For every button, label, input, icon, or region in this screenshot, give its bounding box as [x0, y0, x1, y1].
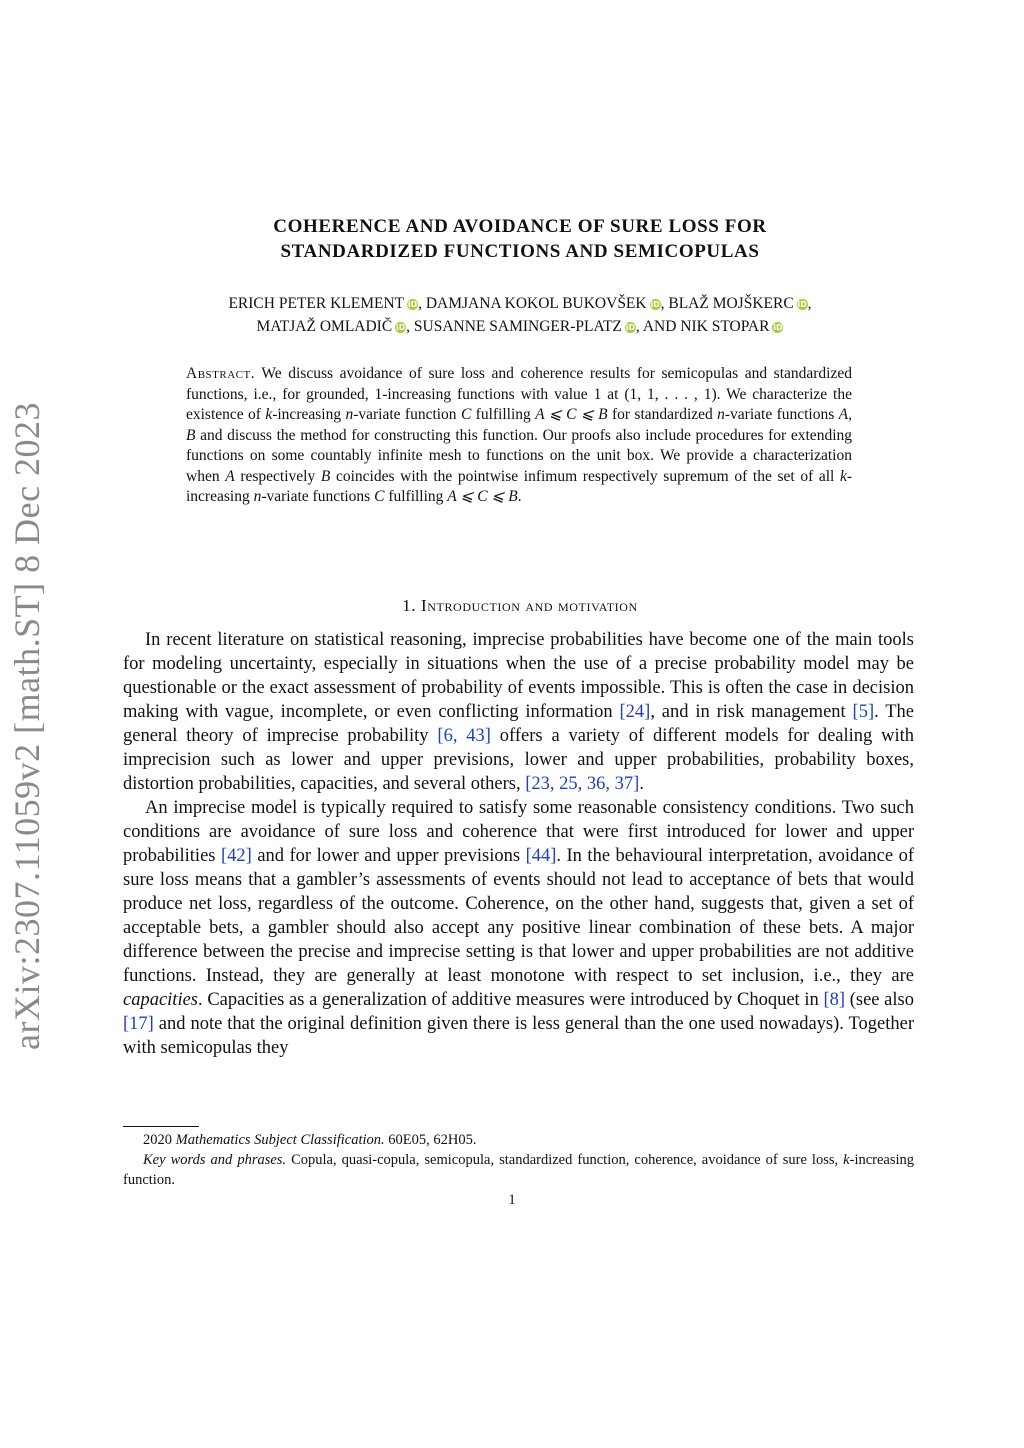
orcid-icon[interactable]: iD — [773, 323, 783, 332]
citation-link[interactable]: [5] — [852, 702, 875, 722]
abstract-text: and discuss the method for constructing this function. Our proofs also include procedures for extending functions on some countably infinite mesh to functions on the unit box. We provide a characterization when — [186, 426, 852, 485]
citation-link[interactable]: [42] — [220, 846, 252, 866]
paragraph-text: offers a variety of different models for dealing with imprecision such as lower and upper previsions, lower and upper probabilities, probability boxes, distortion probabilities, capacities, and several others, — [123, 726, 915, 794]
abstract-text: -increasing — [186, 467, 853, 505]
author-name: MATJAŽ OMLADIČ — [256, 318, 393, 335]
author-list — [120, 292, 920, 338]
author-name: DAMJANA KOKOL BUKOVŠEK — [425, 295, 647, 312]
emphasis-term: capacities — [123, 990, 199, 1010]
orcid-icon[interactable]: iD — [650, 300, 660, 309]
page-number: 1 — [508, 1192, 516, 1208]
orcid-icon[interactable]: iD — [407, 300, 418, 309]
citation-link[interactable]: [8] — [823, 990, 846, 1010]
footnote-keywords — [123, 1150, 914, 1190]
author-name: SUSANNE SAMINGER-PLATZ — [413, 318, 622, 335]
math-var: C — [374, 488, 385, 505]
math-var: n — [345, 406, 354, 423]
footnote-text: 2020 — [143, 1132, 172, 1148]
paragraph-text: . Capacities as a generalization of additive measures were introduced by Choquet in — [198, 990, 819, 1010]
orcid-icon[interactable]: iD — [797, 300, 807, 309]
math-var: n — [717, 406, 725, 423]
footnotes — [123, 1130, 914, 1190]
abstract-text: -variate functions — [261, 488, 371, 505]
abstract-text: -variate functions — [724, 406, 835, 423]
math-var: A, B — [186, 406, 852, 444]
footnote-label: Mathematics Subject Classification. — [175, 1132, 385, 1148]
paragraph-text: In recent literature on statistical reasoning, imprecise probabilities have become one of the main tools for modeling uncertainty, especially in situations when the use of a precise probability model may be questionable or the exact assessment of probability of events impossible. This is often the case in decision making with vague, incomplete, or even conflicting information — [123, 630, 914, 722]
authors-line-1: ERICH PETER KLEMENT iD, DAMJANA KOKOL BUKOVŠEK iD, BLAŽ MOJŠKERC iD, — [228, 295, 812, 312]
author-name: ERICH PETER KLEMENT — [228, 295, 405, 312]
citation-link[interactable]: [17] — [123, 1014, 154, 1034]
abstract-text: . — [517, 488, 522, 505]
abstract-heading: Abstract. — [186, 365, 256, 382]
paragraph-text: . In the behavioural interpretation, avoidance of sure loss means that a gambler’s assessments of events should not lead to acceptance of bets that would produce net loss, regardless of the outcome. Coherence, on the other hand, suggests that, given a set of acceptable bets, a gambler should also accept any positive linear combination of these bets. A major difference between the precise and imprecise setting is that lower and upper probabilities are not additive functions. Instead, they are generally at least monotone with respect to set inclusion, i.e., they are — [123, 846, 915, 986]
math-var: k — [840, 467, 847, 485]
orcid-icon[interactable]: iD — [625, 323, 636, 332]
abstract-text: fulfilling — [475, 406, 531, 423]
paragraph-text: . The general theory of imprecise probability — [123, 702, 914, 746]
citation-link[interactable]: [24] — [619, 702, 651, 722]
orcid-icon[interactable]: iD — [395, 323, 406, 332]
footnote-divider — [123, 1126, 199, 1127]
abstract-text: coincides with the pointwise infimum respectively supremum of the set of all — [335, 467, 835, 485]
section-heading: 1. Introduction and motivation — [402, 596, 638, 615]
paragraph-text: and for lower and upper previsions — [257, 846, 521, 866]
author-conjunction: AND — [642, 318, 677, 335]
footnote-text: Copula, quasi-copula, semicopula, standardized function, coherence, avoidance of sure loss, — [291, 1152, 839, 1168]
citation-link[interactable]: [23, 25, 36, 37] — [525, 774, 640, 794]
math-var: k — [265, 406, 273, 423]
abstract-text: We discuss avoidance of sure loss and coherence results for semicopulas and standardized functions, i.e., for grounded, 1-increasing functions with value 1 at (1, 1, . . . , 1). We characterize the existence of — [186, 365, 852, 423]
math-var: A — [225, 467, 235, 485]
abstract — [186, 364, 852, 508]
paragraph-text: An imprecise model is typically required to satisfy some reasonable consistency conditions. Two such conditions are avoidance of sure loss and coherence that were first introduced for lower and upper probabilities — [123, 798, 914, 866]
math-inequality: A ⩽ C ⩽ B — [535, 406, 608, 423]
math-var: k — [843, 1152, 850, 1168]
author-name: NIK STOPAR — [680, 318, 770, 335]
math-var: n — [253, 488, 262, 505]
citation-link[interactable]: [6, 43] — [437, 726, 491, 746]
paragraph-2 — [123, 796, 914, 1060]
citation-link[interactable]: [44] — [525, 846, 557, 866]
abstract-text: respectively — [240, 467, 316, 485]
abstract-text: -variate function — [353, 406, 457, 423]
abstract-text: -increasing — [272, 406, 342, 423]
authors-line-2: MATJAŽ OMLADIČ iD, SUSANNE SAMINGER-PLATZ iD, AND NIK STOPAR iD — [256, 318, 783, 335]
footnote-msc — [123, 1130, 914, 1150]
paragraph-text: and note that the original definition given there is less general than the one used nowadays). Together with semicopulas they — [123, 1014, 914, 1058]
math-var: B — [320, 467, 331, 485]
arxiv-side-stamp: arXiv:2307.11059v2 [math.ST] 8 Dec 2023 — [7, 401, 47, 1050]
footnote-label: Key words and phrases. — [143, 1152, 287, 1168]
body-text — [123, 628, 914, 1060]
paragraph-1 — [123, 628, 914, 796]
paragraph-text: , and in risk management — [650, 702, 846, 722]
author-name: BLAŽ MOJŠKERC — [668, 295, 794, 312]
title-line-1: COHERENCE AND AVOIDANCE OF SURE LOSS FOR — [273, 216, 767, 237]
math-var: C — [460, 406, 472, 423]
paragraph-text: (see also — [849, 990, 914, 1010]
abstract-text: fulfilling — [388, 488, 444, 505]
footnote-text: 60E05, 62H05. — [388, 1132, 477, 1148]
math-inequality: A ⩽ C ⩽ B — [447, 488, 518, 505]
abstract-text: for standardized — [611, 406, 713, 423]
paper-title — [140, 214, 900, 264]
footnote-text: -increasing function. — [123, 1152, 915, 1188]
paragraph-text: . — [639, 774, 644, 794]
title-line-2: STANDARDIZED FUNCTIONS AND SEMICOPULAS — [280, 241, 760, 262]
